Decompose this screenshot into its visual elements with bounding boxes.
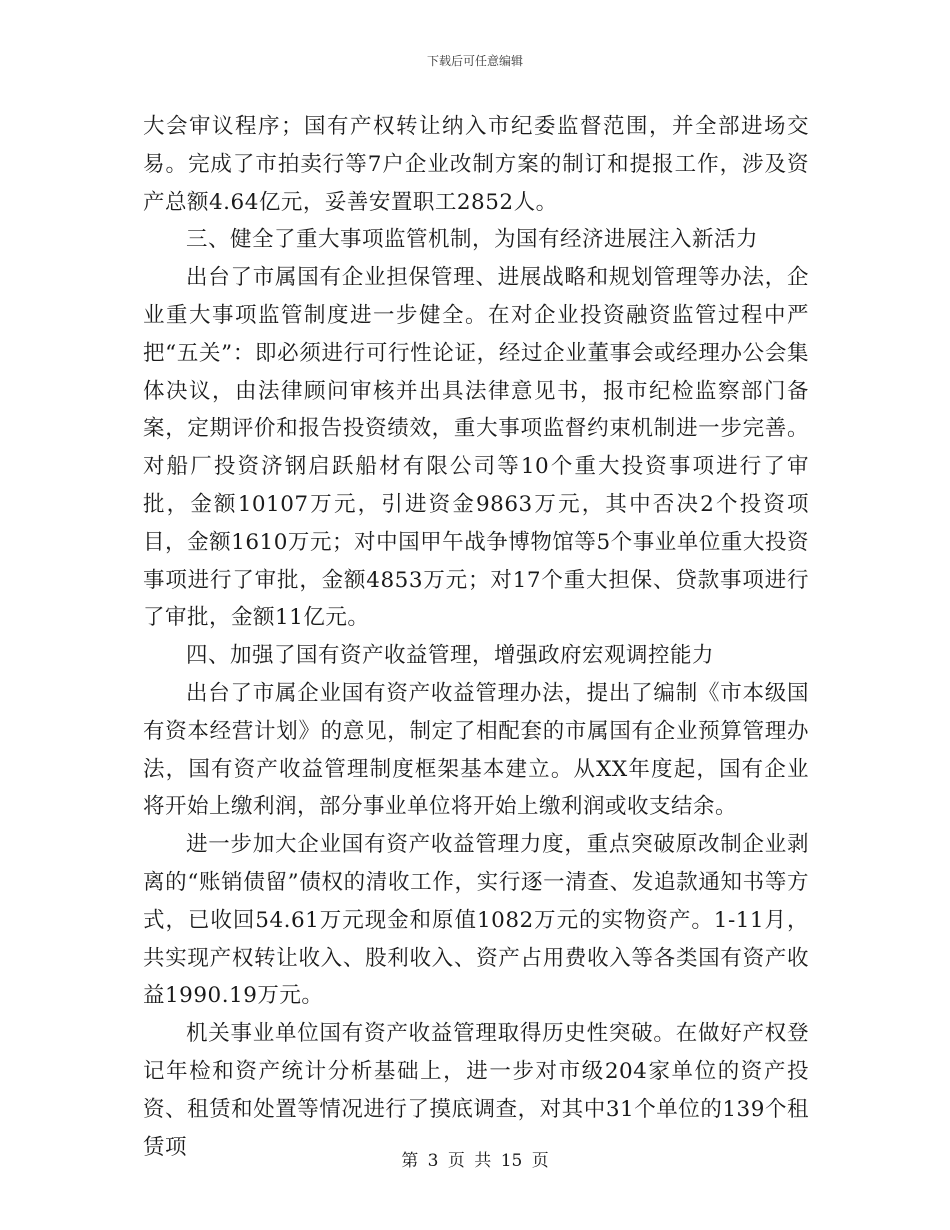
page-footer: 第 3 页 共 15 页 <box>401 1151 549 1171</box>
page-header: 下载后可任意编辑 <box>426 54 523 68</box>
paragraph-4: 进一步加大企业国有资产收益管理力度，重点突破原改制企业剥离的“账销债留”债权的清收工作，实行逐一清查、发追款通知书等方式，已收回54.61万元现金和原值1082万元的实物资产。1-11月，共实现产权转让收入、股利收入、资产占用费收入等各类国有资产收益1990.19万元。 <box>143 832 809 1009</box>
document-body <box>143 108 809 1166</box>
paragraph-2: 出台了市属国有企业担保管理、进展战略和规划管理等办法，企业重大事项监管制度进一步健全。在对企业投资融资监管过程中严把“五关”：即必须进行可行性论证，经过企业董事会或经理办公会集体决议，由法律顾问审核并出具法律意见书，报市纪检监察部门备案，定期评价和报告投资绩效，重大事项监督约束机制进一步完善。对船厂投资济钢启跃船材有限公司等10个重大投资事项进行了审批，金额10107万元，引进资金9863万元，其中否决2个投资项目，金额1610万元；对中国甲午战争博物馆等5个事业单位重大投资事项进行了审批，金额4853万元；对17个重大担保、贷款事项进行了审批，金额11亿元。 <box>143 265 809 631</box>
section-heading-3: 三、健全了重大事项监管机制，为国有经济进展注入新活力 <box>186 227 759 253</box>
section-heading-4: 四、加强了国有资产收益管理，增强政府宏观调控能力 <box>186 643 715 669</box>
paragraph-1: 大会审议程序；国有产权转让纳入市纪委监督范围，并全部进场交易。完成了市拍卖行等7户企业改制方案的制订和提报工作，涉及资产总额4.64亿元，妥善安置职工2852人。 <box>143 114 809 215</box>
paragraph-3: 出台了市属企业国有资产收益管理办法，提出了编制《市本级国有资本经营计划》的意见，制定了相配套的市属国有企业预算管理办法，国有资产收益管理制度框架基本建立。从XX年度起，国有企业将开始上缴利润，部分事业单位将开始上缴利润或收支结余。 <box>143 680 809 820</box>
paragraph-5: 机关事业单位国有资产收益管理取得历史性突破。在做好产权登记年检和资产统计分析基础上，进一步对市级204家单位的资产投资、租赁和处置等情况进行了摸底调查，对其中31个单位的139个租赁项 <box>143 1021 809 1160</box>
